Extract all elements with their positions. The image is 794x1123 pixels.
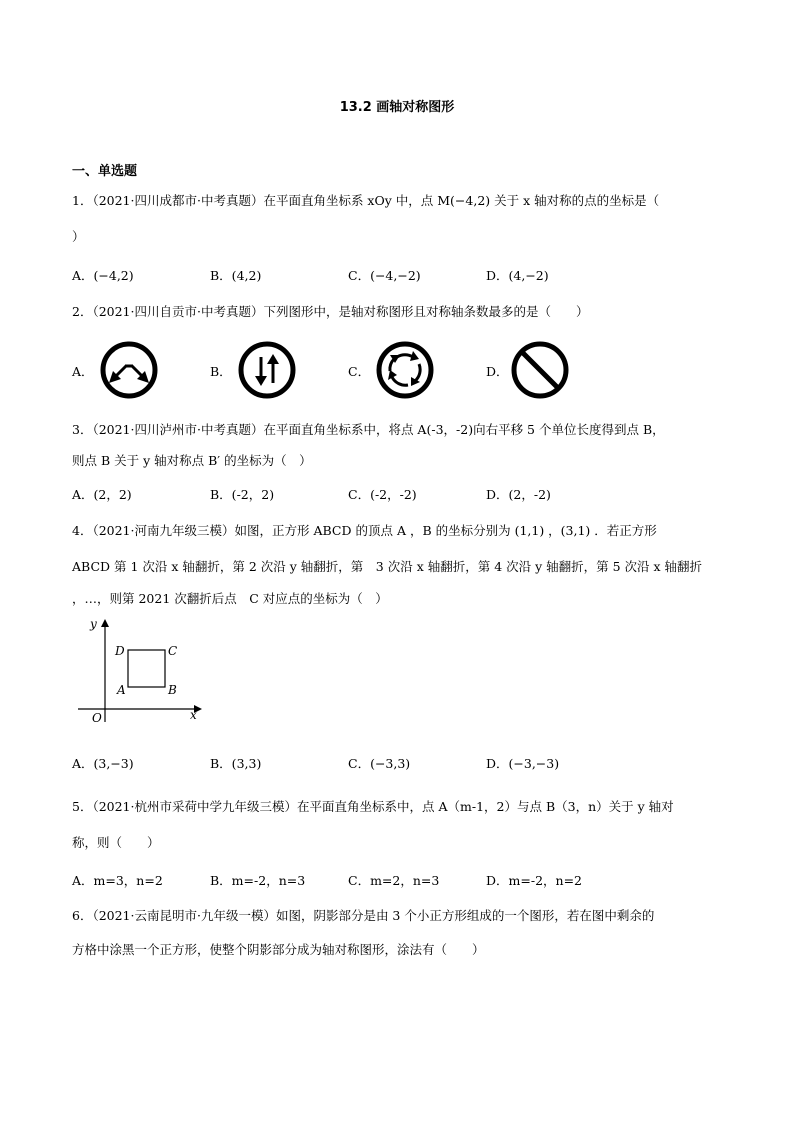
- q1-option-d[interactable]: D．(4,−2): [486, 268, 549, 283]
- q5-option-c[interactable]: C．m=2，n=3: [348, 873, 440, 888]
- q6-stem-line2: 方格中涂黑一个正方形，使整个阴影部分成为轴对称图形，涂法有（ ）: [72, 942, 485, 957]
- figure-label-c: C: [168, 644, 178, 658]
- q2-stem-line1: 2．（2021·四川自贡市·中考真题）下列图形中，是轴对称图形且对称轴条数最多的是（ ）: [72, 304, 589, 319]
- figure-label-a: A: [117, 683, 126, 697]
- q4-stem-line1: 4．（2021·河南九年级三模）如图，正方形 ABCD 的顶点 A ，B 的坐标分别为 (1,1) ，(3,1) ．若正方形: [72, 523, 657, 538]
- q3-stem-line1: 3．（2021·四川泸州市·中考真题）在平面直角坐标系中，将点 A(-3，-2)向右平移 5 个单位长度得到点 B，: [72, 422, 665, 437]
- q1-option-b[interactable]: B．(4,2): [210, 268, 262, 283]
- q3-stem-line2: 则点 B 关于 y 轴对称点 B′ 的坐标为（ ）: [72, 453, 312, 468]
- q5-option-d[interactable]: D．m=-2，n=2: [486, 873, 583, 888]
- q2-option-a[interactable]: A．: [72, 364, 94, 379]
- q4-option-b[interactable]: B．(3,3): [210, 756, 262, 771]
- figure-label-x: x: [190, 708, 197, 722]
- figure-label-o: O: [92, 711, 102, 725]
- q2-options: [72, 340, 712, 400]
- q5-option-a[interactable]: A．m=3，n=2: [72, 873, 163, 888]
- q1-option-a[interactable]: A．(−4,2): [72, 268, 134, 283]
- up-down-arrows-sign-icon: [237, 340, 297, 403]
- figure-label-b: B: [168, 683, 177, 697]
- diagonal-arrows-sign-icon: [99, 340, 159, 403]
- page-title: 13.2 画轴对称图形: [339, 100, 455, 115]
- q5-stem-line2: 称，则（ ）: [72, 835, 160, 850]
- q4-option-c[interactable]: C．(−3,3): [348, 756, 411, 771]
- coordinate-figure: [70, 612, 210, 731]
- q1-stem-line1: 1．（2021·四川成都市·中考真题）在平面直角坐标系 xOy 中，点 M(−4,2) 关于 x 轴对称的点的坐标是（: [72, 193, 660, 208]
- section-heading: 一、单选题: [72, 164, 138, 179]
- q1-option-c[interactable]: C．(−4,−2): [348, 268, 421, 283]
- q2-option-c[interactable]: C．: [348, 364, 371, 379]
- q2-option-b[interactable]: B．: [210, 364, 232, 379]
- q4-option-a[interactable]: A．(3,−3): [72, 756, 134, 771]
- q5-stem-line1: 5．（2021·杭州市采荷中学九年级三模）在平面直角坐标系中，点 A（m-1，2）与点 B（3，n）关于 y 轴对: [72, 799, 674, 814]
- figure-label-y: y: [90, 617, 97, 631]
- q3-option-c[interactable]: C．(-2，-2): [348, 487, 417, 502]
- q2-option-d[interactable]: D．: [486, 364, 509, 379]
- q4-option-d[interactable]: D．(−3,−3): [486, 756, 560, 771]
- q4-stem-line3: ，…，则第 2021 次翻折后点 C 对应点的坐标为（ ）: [72, 591, 388, 606]
- q3-option-d[interactable]: D．(2，-2): [486, 487, 551, 502]
- prohibition-sign-icon: [510, 340, 570, 403]
- q1-stem-line2: ）: [72, 229, 85, 244]
- q4-stem-line2: ABCD 第 1 次沿 x 轴翻折，第 2 次沿 y 轴翻折，第 3 次沿 x 轴翻折，第 4 次沿 y 轴翻折，第 5 次沿 x 轴翻折: [72, 559, 703, 574]
- q6-stem-line1: 6．（2021·云南昆明市·九年级一模）如图，阴影部分是由 3 个小正方形组成的一个图形，若在图中剩余的: [72, 908, 655, 923]
- roundabout-sign-icon: [375, 340, 435, 403]
- q3-option-b[interactable]: B．(-2，2): [210, 487, 275, 502]
- q3-option-a[interactable]: A．(2，2): [72, 487, 132, 502]
- figure-label-d: D: [115, 644, 125, 658]
- q5-option-b[interactable]: B．m=-2，n=3: [210, 873, 306, 888]
